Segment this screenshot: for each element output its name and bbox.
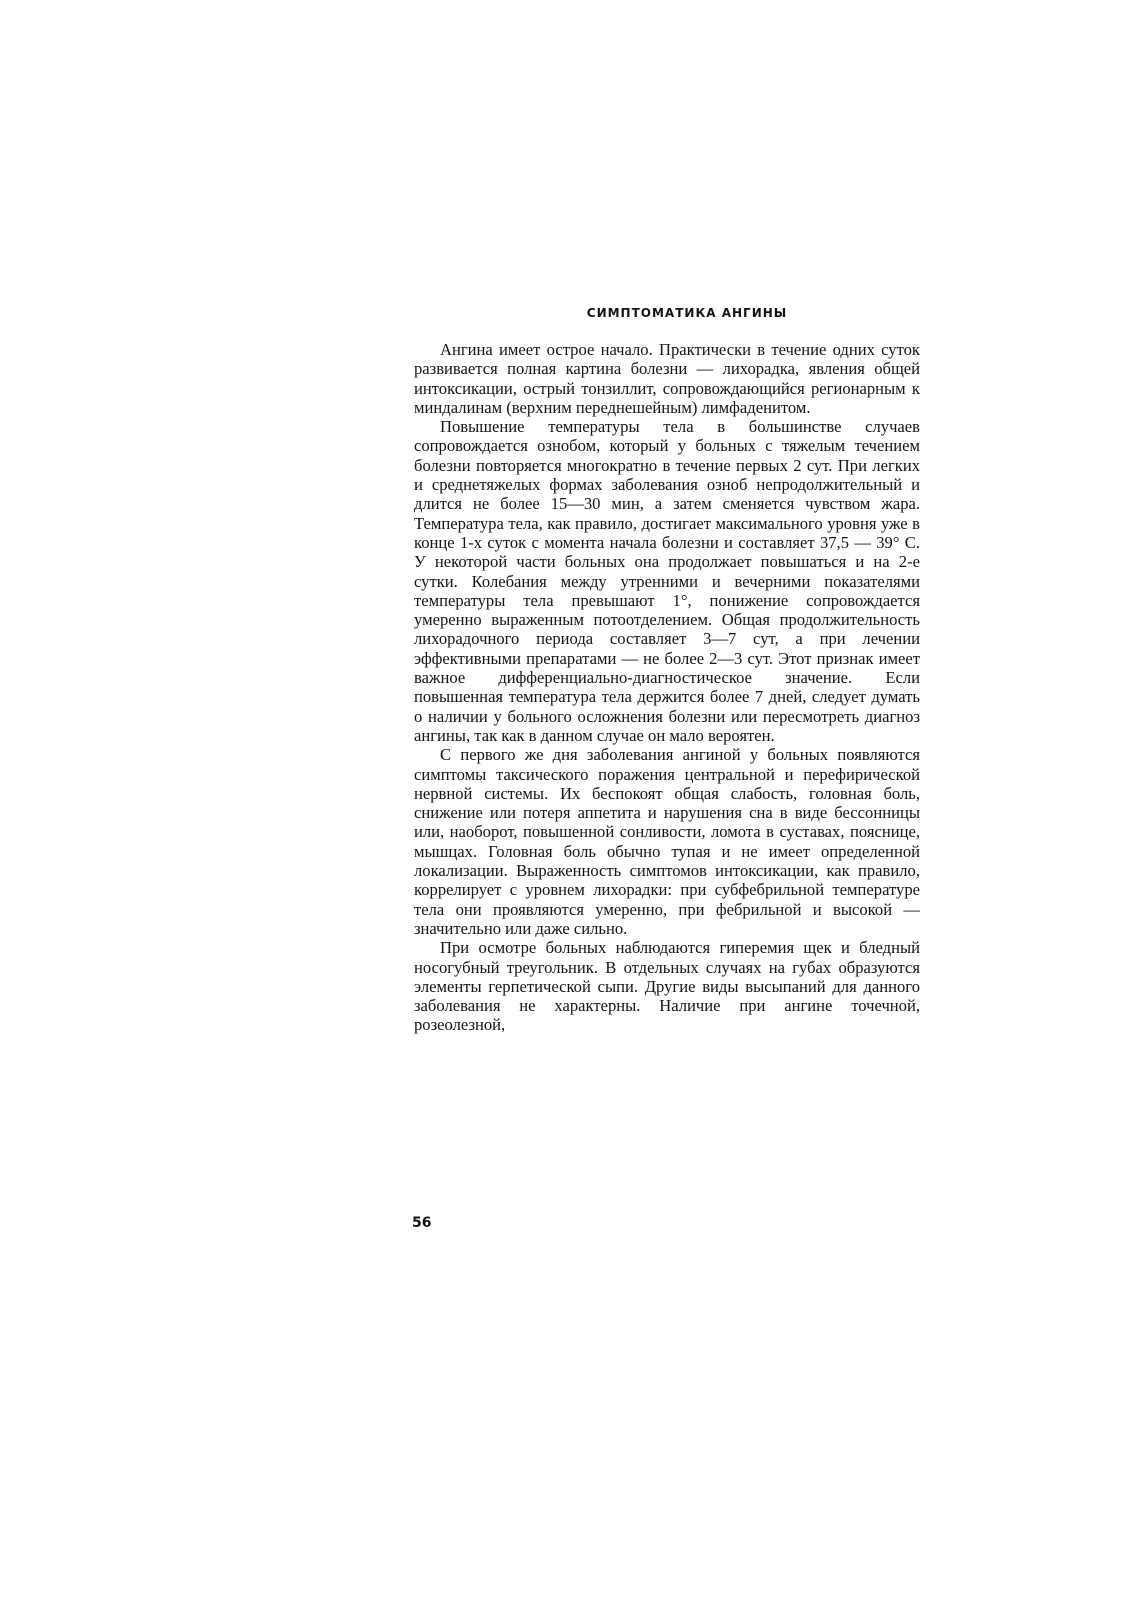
section-title: СИМПТОМАТИКА АНГИНЫ	[586, 306, 788, 320]
paragraph-examination: При осмотре больных наблюдаются гиперемия щек и бледный носогубный треугольник. В отдельных случаях на губах образуются элементы герпетической сыпи. Другие виды высыпаний для данного заболевания не характерны. Наличие при ангине точечной, розеолезной,	[414, 938, 920, 1035]
text-block	[414, 306, 920, 1035]
paragraph-temperature: Повышение температуры тела в большинстве случаев сопровождается ознобом, который у больных с тяжелым течением болезни повторяется многократно в течение первых 2 сут. При легких и среднетяжелых формах заболевания озноб непродолжительный и длится не более 15—30 мин, а затем сменяется чувством жара. Температура тела, как правило, достигает максимального уровня уже в конце 1-х суток с момента начала болезни и составляет 37,5 — 39° С. У некоторой части больных она продолжает повышаться и на 2-е сутки. Колебания между утренними и вечерними показателями температуры тела превышают 1°, понижение сопровождается умеренно выраженным потоотделением. Общая продолжительность лихорадочного периода составляет 3—7 сут, а при лечении эффективными препаратами — не более 2—3 сут. Этот признак имеет важное дифференциально-диагностическое значение. Если повышенная температура тела держится более 7 дней, следует думать о наличии у больного осложнения болезни или пересмотреть диагноз ангины, так как в данном случае он мало вероятен.	[414, 417, 920, 745]
paragraph-onset: Ангина имеет острое начало. Практически в течение одних суток развивается полная картина болезни — лихорадка, явления общей интоксикации, острый тонзиллит, сопровождающийся регионарным к миндалинам (верхним переднешейным) лимфаденитом.	[414, 340, 920, 417]
paragraph-intoxication: С первого же дня заболевания ангиной у больных появляются симптомы таксического поражения центральной и перефирической нервной системы. Их беспокоят общая слабость, головная боль, снижение или потеря аппетита и нарушения сна в виде бессонницы или, наоборот, повышенной сонливости, ломота в суставах, пояснице, мышцах. Головная боль обычно тупая и не имеет определенной локализации. Выраженность симптомов интоксикации, как правило, коррелирует с уровнем лихорадки: при субфебрильной температуре тела они проявляются умеренно, при фебрильной и высокой — значительно или даже сильно.	[414, 745, 920, 938]
page-number: 56	[412, 1215, 432, 1231]
